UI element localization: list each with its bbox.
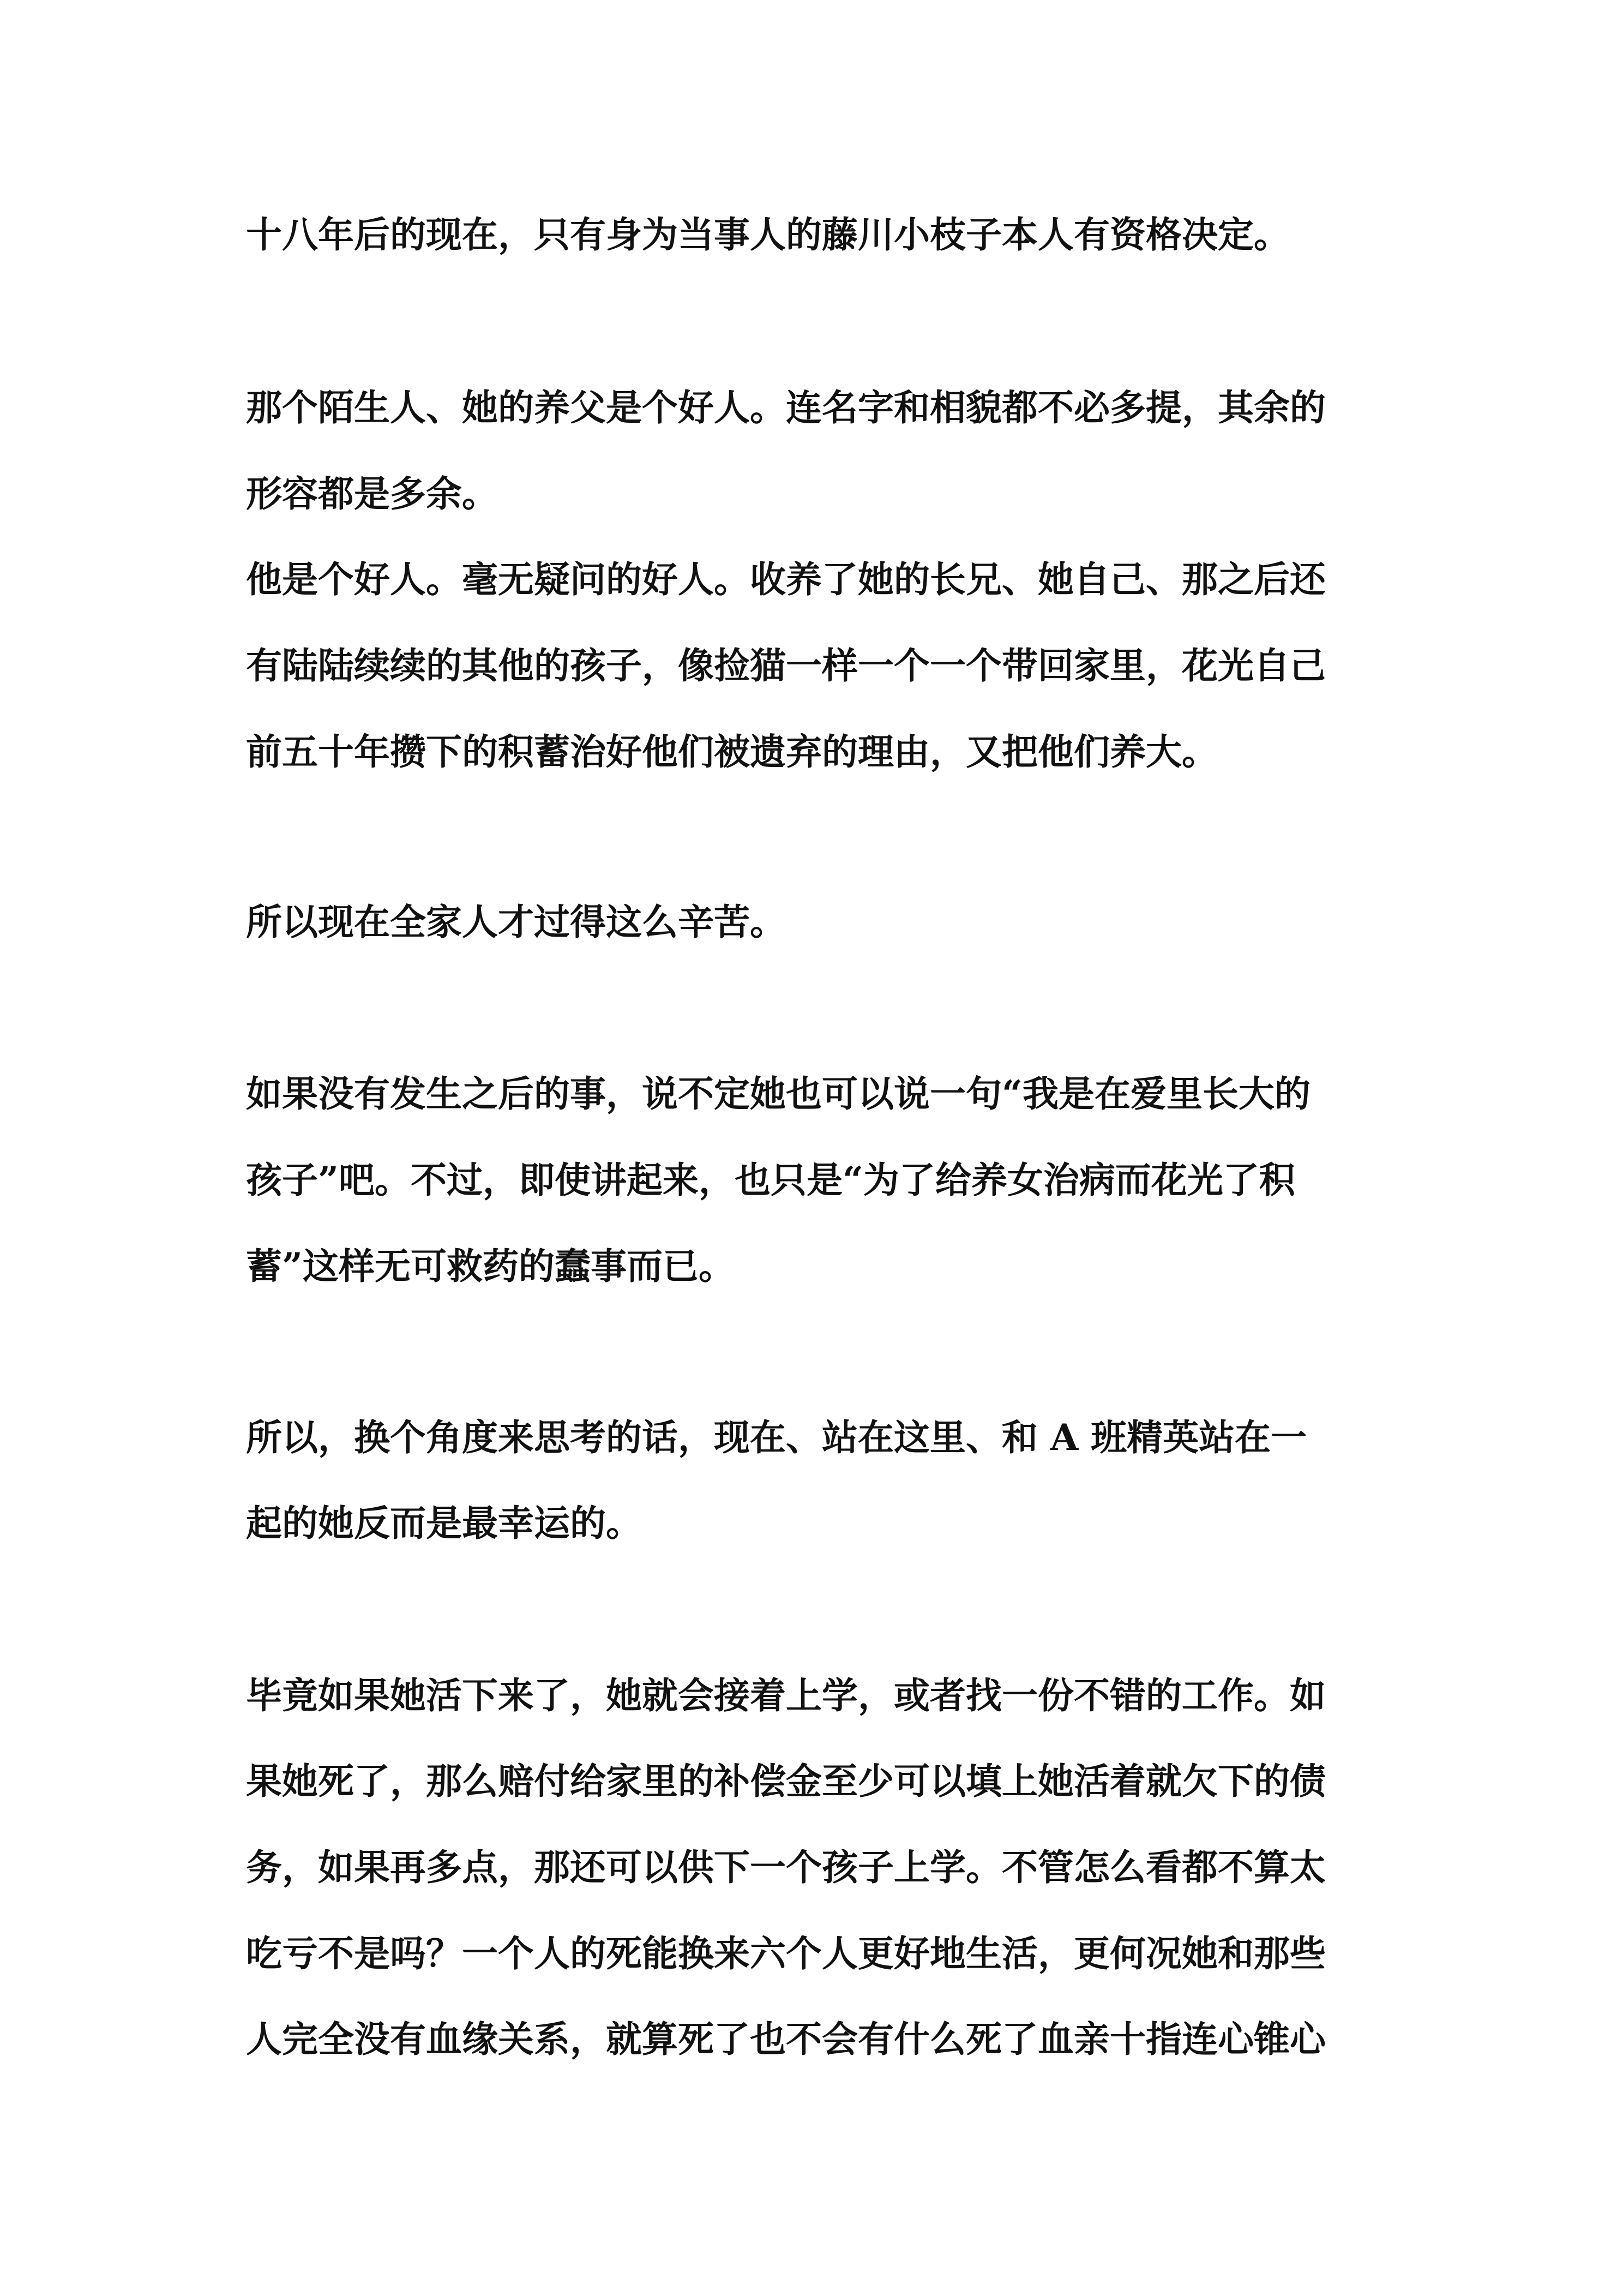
text-line: 果她死了，那么赔付给家里的补偿金至少可以填上她活着就欠下的债 (246, 1760, 1326, 1802)
text-line: 吃亏不是吗？一个人的死能换来六个人更好地生活，更何况她和那些 (246, 1932, 1326, 1975)
text-line: 他是个好人。毫无疑问的好人。收养了她的长兄、她自己、那之后还 (246, 558, 1326, 601)
text-line: 毕竟如果她活下来了，她就会接着上学，或者找一份不错的工作。如 (246, 1674, 1326, 1717)
text-line: 十八年后的现在，只有身为当事人的藤川小枝子本人有资格决定。 (246, 213, 1290, 256)
text-line: 人完全没有血缘关系，就算死了也不会有什么死了血亲十指连心锥心 (246, 2018, 1326, 2060)
text-line: 有陆陆续续的其他的孩子，像捡猫一样一个一个带回家里，花光自己 (246, 644, 1326, 687)
text-line: 起的她反而是最幸运的。 (246, 1502, 642, 1544)
text-line: 务，如果再多点，那还可以供下一个孩子上学。不管怎么看都不算太 (246, 1846, 1326, 1889)
text-line: 蓄”这样无可救药的蠢事而已。 (246, 1245, 735, 1287)
text-line: 所以，换个角度来思考的话，现在、站在这里、和 A 班精英站在一 (246, 1416, 1307, 1459)
text-line: 所以现在全家人才过得这么辛苦。 (246, 901, 786, 943)
text-line: 如果没有发生之后的事，说不定她也可以说一句“我是在爱里长大的 (246, 1072, 1311, 1115)
text-line: 前五十年攒下的积蓄治好他们被遗弃的理由，又把他们养大。 (246, 730, 1218, 773)
text-line: 形容都是多余。 (246, 472, 498, 515)
text-line: 那个陌生人、她的养父是个好人。连名字和相貌都不必多提，其余的 (246, 386, 1326, 429)
text-line: 孩子”吧。不过，即使讲起来，也只是“为了给养女治病而花光了积 (246, 1159, 1295, 1201)
